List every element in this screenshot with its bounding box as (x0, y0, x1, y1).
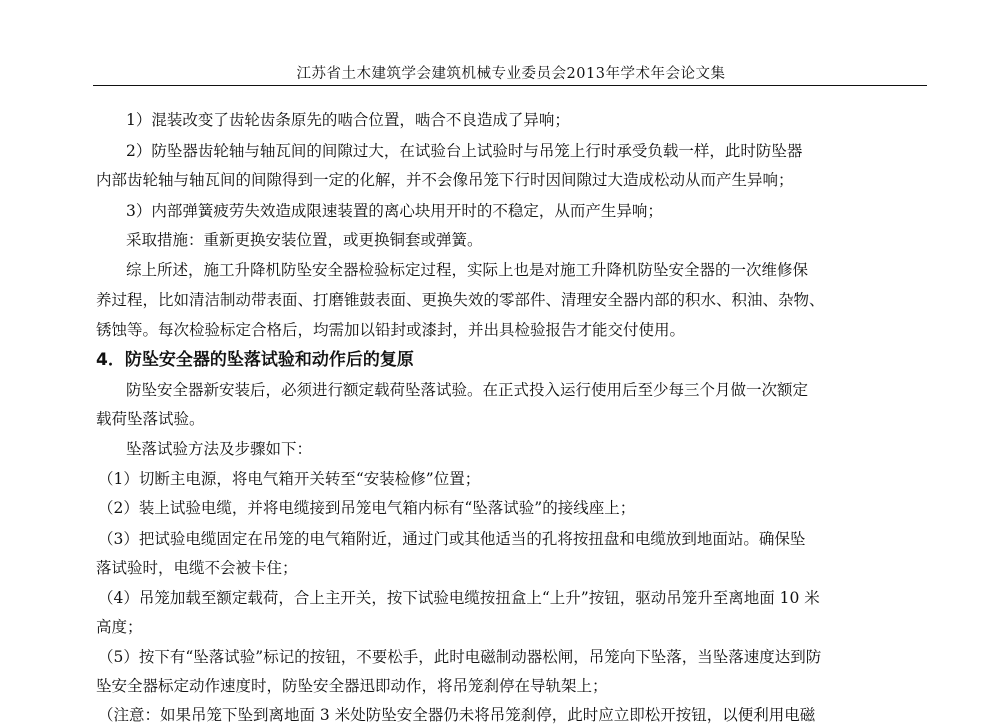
header-rule (93, 85, 927, 86)
step-5b: 坠安全器标定动作速度时，防坠安全器迅即动作，将吊笼刹停在导轨架上； (96, 677, 608, 695)
step-5a: （5）按下有“坠落试验”标记的按钮，不要松手，此时电磁制动器松闸，吊笼向下坠落，当坠落速度达到防 (98, 648, 822, 666)
section-intro-b: 载荷坠落试验。 (96, 410, 205, 428)
step-2: （2）装上试验电缆，并将电缆接到吊笼电气箱内标有“坠落试验”的接线座上； (98, 499, 636, 517)
section-heading: 4．防坠安全器的坠落试验和动作后的复原 (96, 350, 414, 370)
paragraph-line-cause-2a: 2）防坠器齿轮轴与轴瓦间的间隙过大，在试验台上试验时与吊笼上行时承受负载一样，此时防坠器 (126, 142, 803, 160)
step-4b: 高度； (96, 618, 143, 636)
section-intro-a: 防坠安全器新安装后，必须进行额定载荷坠落试验。在正式投入运行使用后至少每三个月做一次额定 (126, 381, 809, 399)
paragraph-line-cause-1: 1）混装改变了齿轮齿条原先的啮合位置，啮合不良造成了异响； (126, 111, 570, 129)
paragraph-line-measures: 采取措施：重新更换安装位置，或更换铜套或弹簧。 (126, 231, 483, 249)
step-3b: 落试验时，电缆不会被卡住； (96, 559, 298, 577)
running-header: 江苏省土木建筑学会建筑机械专业委员会2013年学术年会论文集 (296, 66, 726, 82)
paragraph-line-summary-b: 养过程，比如清洁制动带表面、打磨锥鼓表面、更换失效的零部件、清理安全器内部的积水、积油、杂物、 (96, 291, 825, 309)
step-4a: （4）吊笼加载至额定载荷，合上主开关，按下试验电缆按扭盒上“上升”按钮，驱动吊笼升至离地面 10 米 (98, 589, 820, 607)
paragraph-line-cause-2b: 内部齿轮轴与轴瓦间的间隙得到一定的化解，并不会像吊笼下行时因间隙过大造成松动从而产生异响； (96, 171, 794, 189)
paragraph-line-summary-a: 综上所述，施工升降机防坠安全器检验标定过程，实际上也是对施工升降机防坠安全器的一次维修保 (126, 261, 809, 279)
step-3a: （3）把试验电缆固定在吊笼的电气箱附近，通过门或其他适当的孔将按扭盘和电缆放到地面站。确保坠 (98, 530, 806, 548)
paragraph-line-summary-c: 锈蚀等。每次检验标定合格后，均需加以铅封或漆封，并出具检验报告才能交付使用。 (96, 321, 686, 339)
paragraph-line-cause-3: 3）内部弹簧疲劳失效造成限速装置的离心块用开时的不稳定，从而产生异响； (126, 202, 663, 220)
note-line: （注意：如果吊笼下坠到离地面 3 米处防坠安全器仍未将吊笼刹停，此时应立即松开按钮，以便利用电磁 (98, 706, 816, 724)
method-line: 坠落试验方法及步骤如下： (126, 440, 313, 458)
step-1: （1）切断主电源，将电气箱开关转至“安装检修”位置； (98, 470, 481, 488)
